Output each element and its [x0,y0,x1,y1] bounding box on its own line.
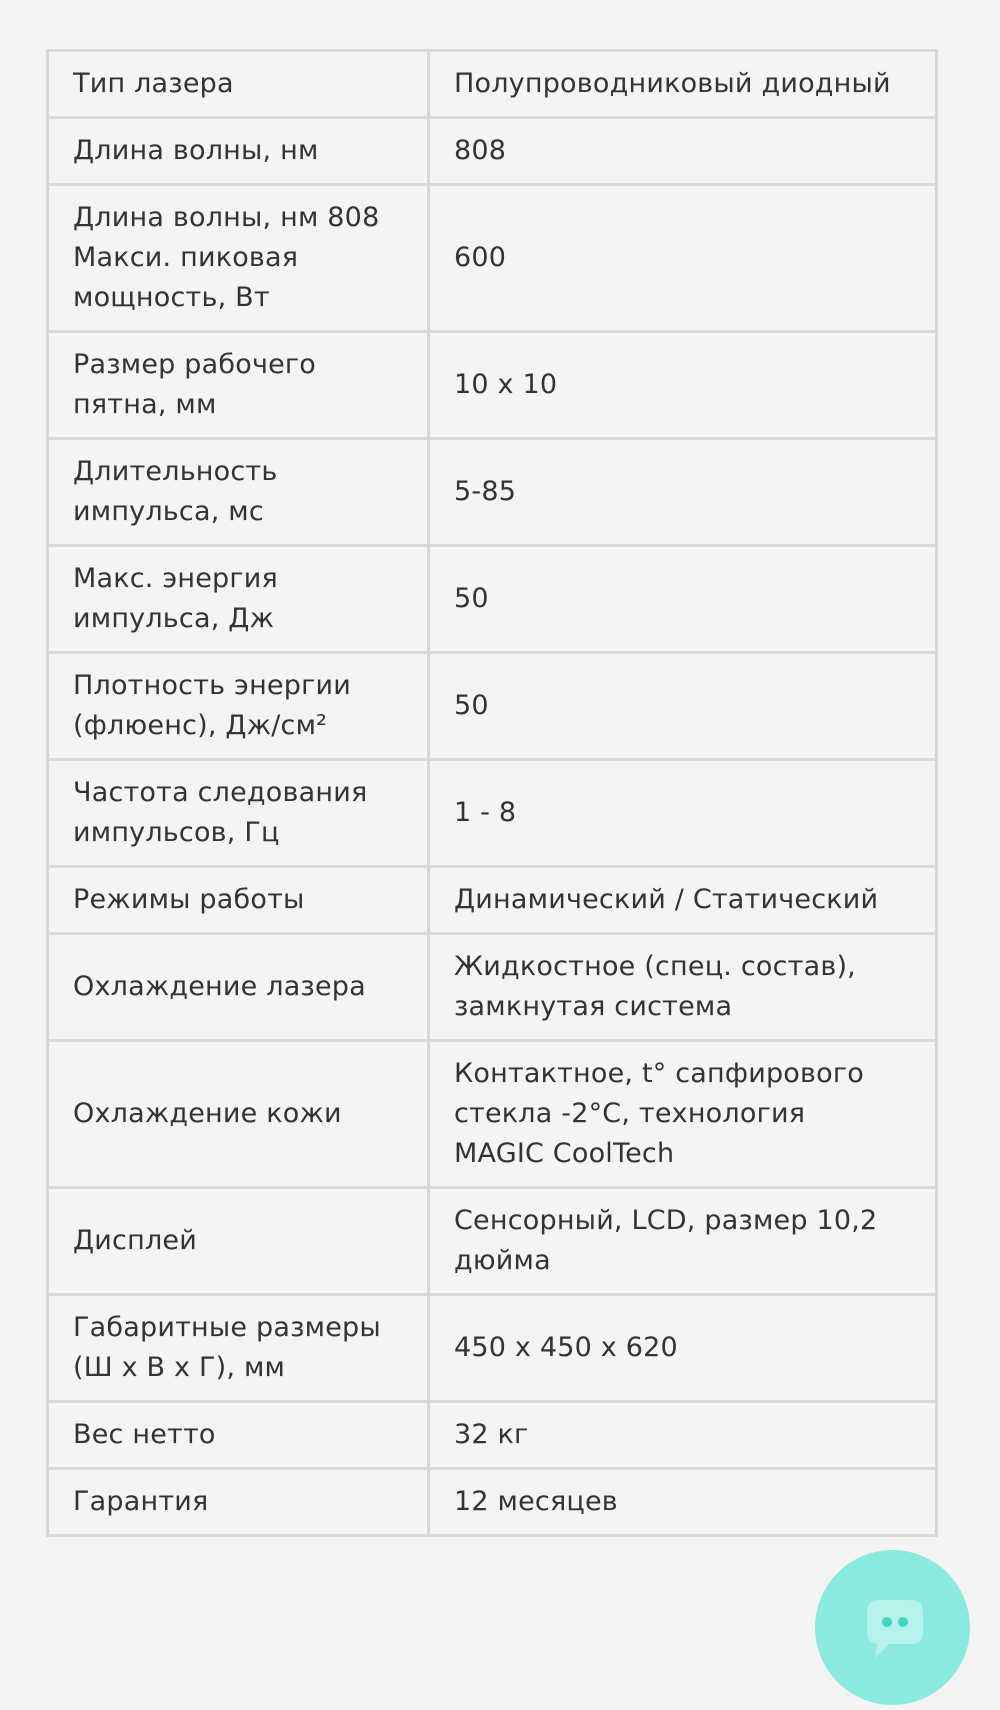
spec-label: Дисплей [48,1188,429,1295]
spec-row [48,1402,937,1469]
spec-row [48,760,937,867]
spec-value: Сенсорный, LCD, размер 10,2 дюйма [429,1188,937,1295]
spec-row [48,1188,937,1295]
spec-value: Полупроводниковый диодный [429,51,937,118]
spec-value: 12 месяцев [429,1469,937,1536]
spec-row [48,1041,937,1188]
spec-label: Охлаждение кожи [48,1041,429,1188]
spec-label: Вес нетто [48,1402,429,1469]
spec-label: Размер рабочего пятна, мм [48,332,429,439]
spec-row [48,653,937,760]
spec-row [48,867,937,934]
spec-label: Макс. энергия импульса, Дж [48,546,429,653]
spec-row [48,934,937,1041]
spec-row [48,1295,937,1402]
spec-row [48,332,937,439]
chat-widget-button[interactable] [815,1550,970,1705]
spec-value: 808 [429,118,937,185]
spec-row [48,185,937,332]
spec-value: 32 кг [429,1402,937,1469]
spec-label: Длительность импульса, мс [48,439,429,546]
spec-row [48,51,937,118]
spec-value: 600 [429,185,937,332]
spec-row [48,439,937,546]
spec-label: Длина волны, нм 808 Макси. пиковая мощность, Вт [48,185,429,332]
spec-value: 10 x 10 [429,332,937,439]
spec-label: Плотность энергии (флюенс), Дж/см² [48,653,429,760]
spec-value: 5-85 [429,439,937,546]
spec-label: Габаритные размеры (Ш х В х Г), мм [48,1295,429,1402]
spec-label: Длина волны, нм [48,118,429,185]
spec-row [48,118,937,185]
spec-row [48,1469,937,1536]
spec-value: 50 [429,653,937,760]
spec-value: 450 х 450 х 620 [429,1295,937,1402]
spec-value: Жидкостное (спец. состав), замкнутая система [429,934,937,1041]
spec-label: Гарантия [48,1469,429,1536]
spec-value: 1 - 8 [429,760,937,867]
chat-bubble-icon [853,1588,933,1668]
spec-value: 50 [429,546,937,653]
spec-row [48,546,937,653]
spec-label: Режимы работы [48,867,429,934]
spec-value: Контактное, t° сапфирового стекла -2°C, технология MAGIC CoolTech [429,1041,937,1188]
spec-label: Тип лазера [48,51,429,118]
spec-value: Динамический / Статический [429,867,937,934]
spec-label: Охлаждение лазера [48,934,429,1041]
specs-table [46,49,938,1537]
spec-label: Частота следования импульсов, Гц [48,760,429,867]
